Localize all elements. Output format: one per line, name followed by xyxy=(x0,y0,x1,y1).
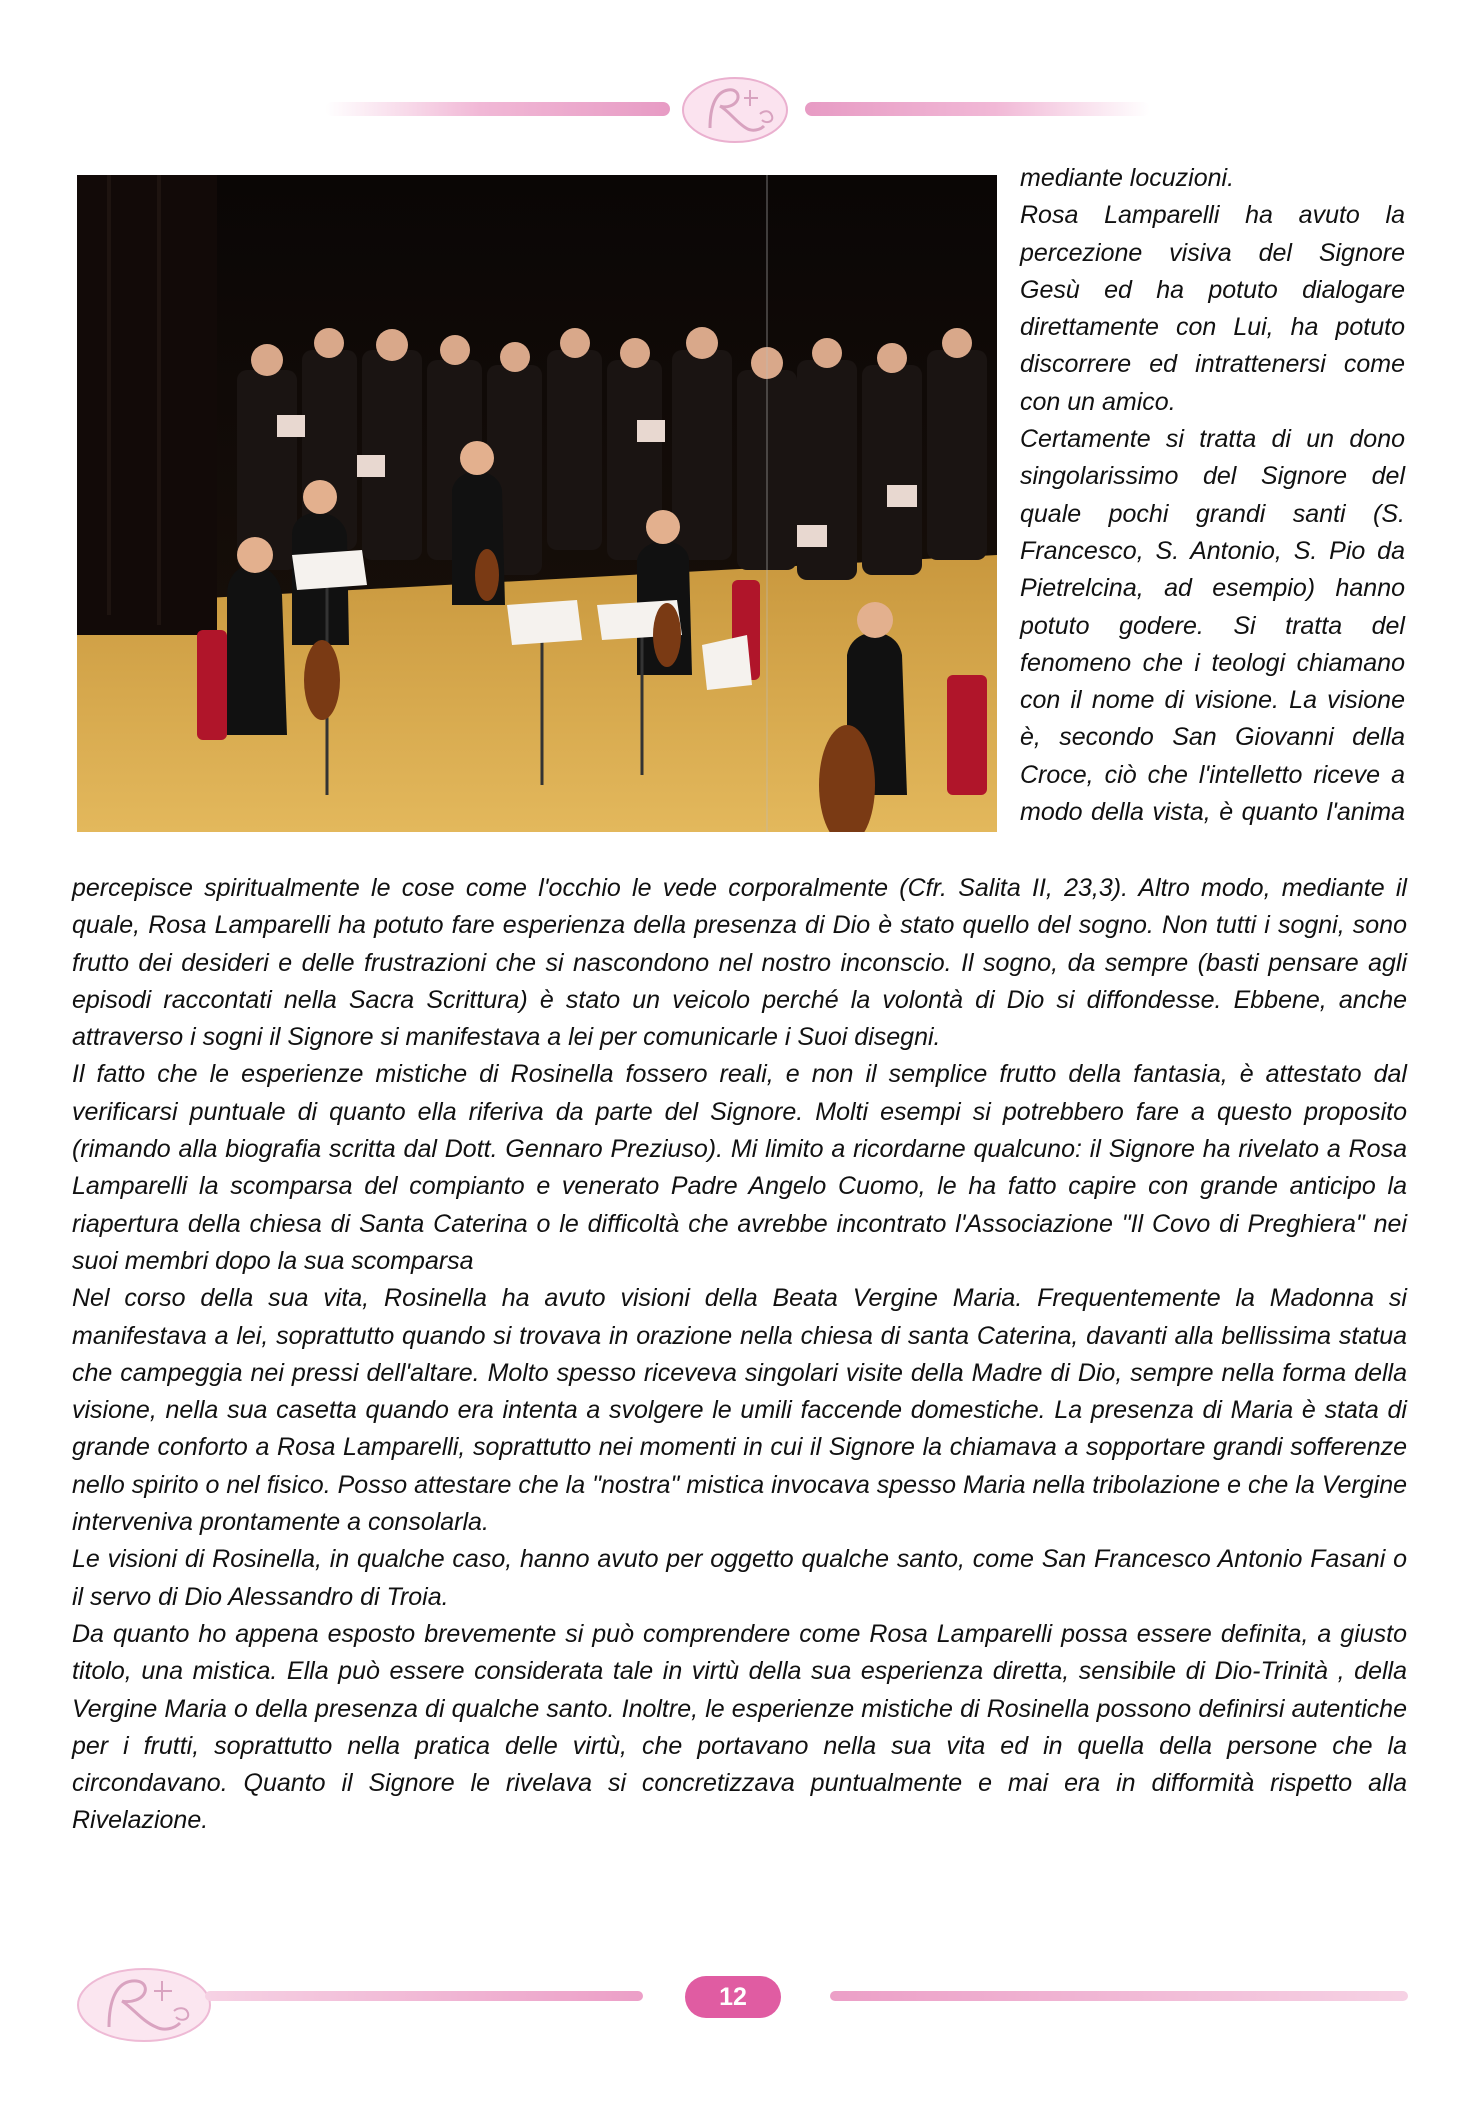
concert-photo xyxy=(77,175,997,832)
main-paragraph: Nel corso della sua vita, Rosinella ha avuto visioni della Beata Vergine Maria. Frequentemente la Madonna si manifestava a lei, soprattutto quando si trovava in orazione nella chiesa di santa Caterina, davanti alla bellissima statua che campeggia nei pressi dell'altare. Molto spesso riceveva singolari visite della Madre di Dio, sempre nella forma della visione, nella sua casetta quando era intenta a svolgere le umili faccende domestiche. La presenza di Maria è stata di grande conforto a Rosa Lamparelli, soprattutto nei momenti in cui il Signore la chiamava a sopportare grandi sofferenze nello spirito o nel fisico. Posso attestare che la "nostra" mistica invocava spesso Maria nella tribolazione e che la Vergine interveniva prontamente a consolarla. xyxy=(72,1284,1407,1537)
footer-rule-right xyxy=(830,1991,1408,2001)
header-logo xyxy=(680,76,790,144)
footer-rule-left xyxy=(205,1991,643,2001)
main-paragraph: percepisce spiritualmente le cose come l'occhio le vede corporalmente (Cfr. Salita II, 23,3). Altro modo, mediante il quale, Rosa Lamparelli ha potuto fare esperienza della presenza di Dio è stato quello del sogno. Non tutti i sogni, sono frutto dei desideri e delle frustrazioni che si nascondono nel nostro inconscio. Il sogno, da sempre (basti pensare agli episodi raccontati nella Sacra Scrittura) è stato un veicolo perché la volontà di Dio si diffondesse. Ebbene, anche attraverso i sogni il Signore si manifestava a lei per comunicarle i Suoi disegni. xyxy=(72,874,1407,1052)
main-column-text xyxy=(72,870,1407,1840)
side-paragraph: mediante locuzioni. xyxy=(1020,164,1235,192)
side-paragraph: Certamente si tratta di un dono singolarissimo del Signore del quale pochi grandi santi (S. Francesco, S. Antonio, S. Pio da Pietrelcina, ad esempio) hanno potuto godere. Si tratta del fenomeno che i teologi chiamano con il nome di visione. La visione è, secondo San Giovanni della Croce, ciò che l'intelletto riceve a modo della vista, è quanto l'anima xyxy=(1020,425,1405,827)
main-paragraph: Il fatto che le esperienze mistiche di Rosinella fossero reali, e non il semplice frutto della fantasia, è attestato dal verificarsi puntuale di quanto ella riferiva da parte del Signore. Molti esempi si potrebbero fare a questo proposito (rimando alla biografia scritta dal Dott. Gennaro Preziuso). Mi limito a ricordarne qualcuno: il Signore ha rivelato a Rosa Lamparelli la scomparsa del compianto e venerato Padre Angelo Cuomo, le ha fatto capire con grande anticipo la riapertura della chiesa di Santa Caterina o le difficoltà che avrebbe incontrato l'Associazione "Il Covo di Preghiera" nei suoi membri dopo la sua scomparsa xyxy=(72,1060,1407,1275)
main-paragraph: Da quanto ho appena esposto brevemente si può comprendere come Rosa Lamparelli possa essere definita, a giusto titolo, una mistica. Ella può essere considerata tale in virtù della sua esperienza diretta, sensibile di Dio-Trinità , della Vergine Maria o della presenza di qualche santo. Inoltre, le esperienze mistiche di Rosinella possono definirsi autentiche per i frutti, soprattutto nella pratica delle virtù, che portavano nella sua vita ed in quella della persone che la circondavano. Quanto il Signore le rivelava si concretizzava puntualmente e mai era in difformità rispetto alla Rivelazione. xyxy=(72,1619,1407,1835)
header-rule-right xyxy=(805,102,1150,116)
header-rule-left xyxy=(325,102,670,116)
main-paragraph: Le visioni di Rosinella, in qualche caso, hanno avuto per oggetto qualche santo, come San Francesco Antonio Fasani o il servo di Dio Alessandro di Troia. xyxy=(72,1545,1407,1611)
footer-logo xyxy=(74,1965,214,2045)
side-paragraph: Rosa Lamparelli ha avuto la percezione visiva del Signore Gesù ed ha potuto dialogare direttamente con Lui, ha potuto discorrere ed intrattenersi come con un amico. xyxy=(1020,201,1405,416)
page-number: 12 xyxy=(685,1976,781,2018)
side-column-text xyxy=(1020,160,1405,831)
